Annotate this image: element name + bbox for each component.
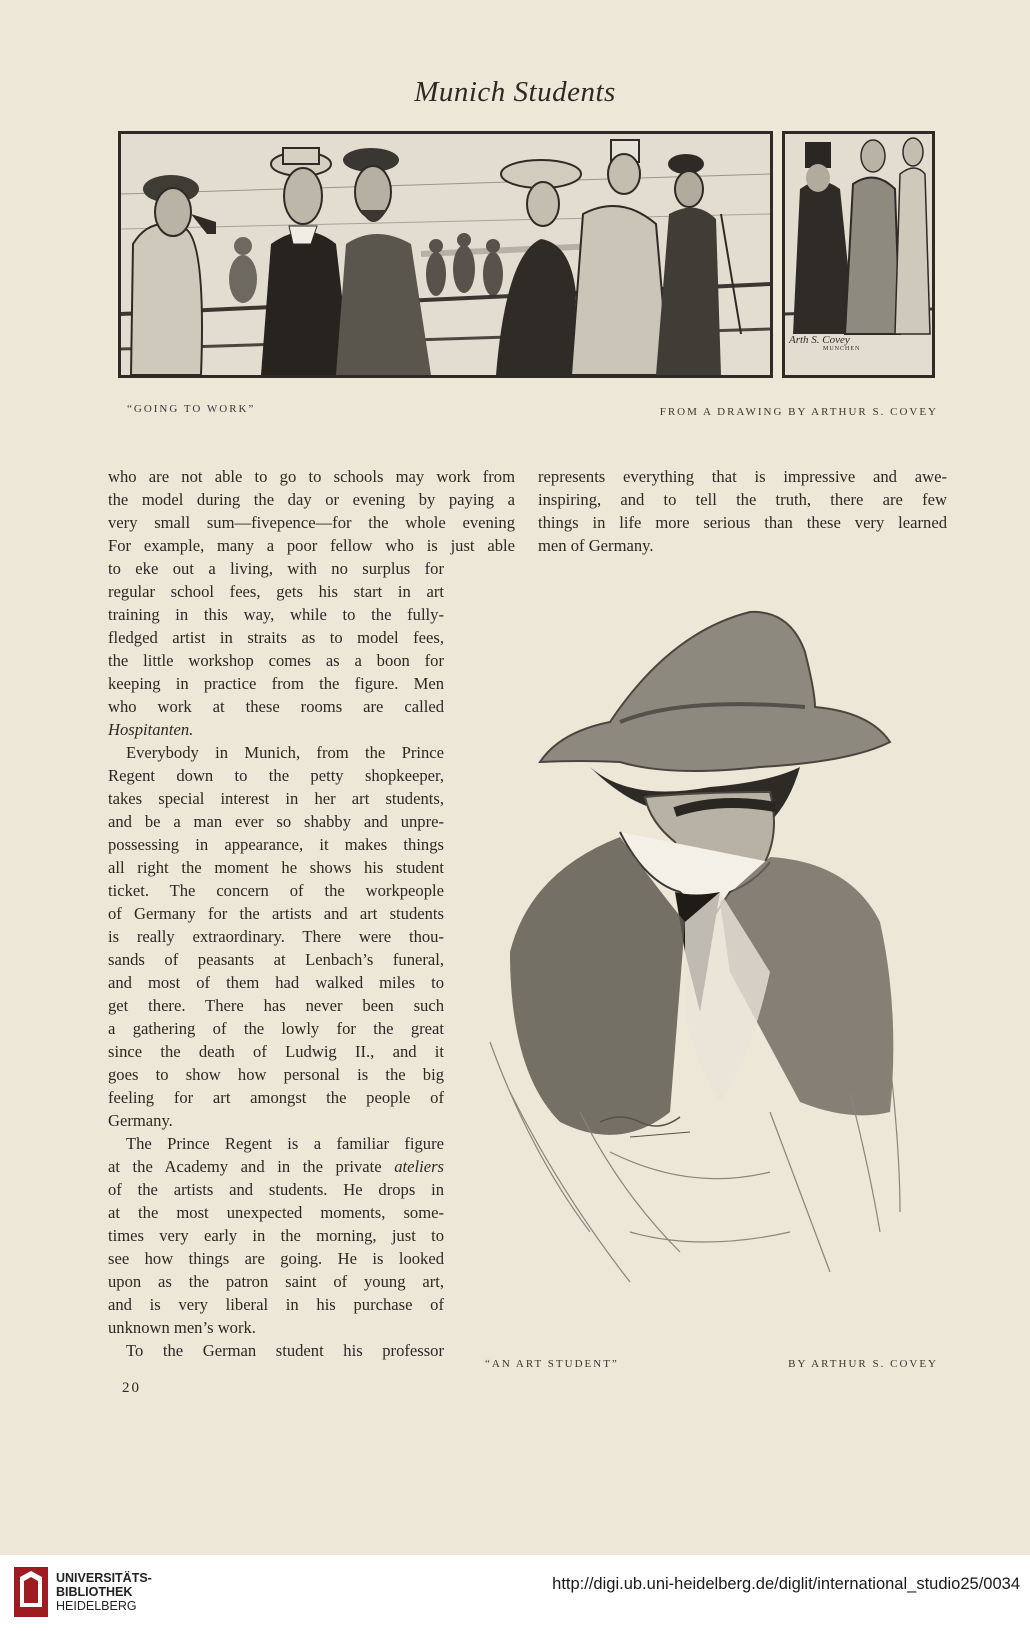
text-fragment: at the Academy and in the private: [108, 1157, 382, 1176]
text-line: training in this way, while to the fully-: [108, 605, 444, 624]
illustration-going-to-work-side-panel: [782, 131, 935, 378]
text-line: Everybody in Munich, from the Prince: [126, 743, 444, 762]
library-name: [56, 1571, 152, 1613]
library-name-line: UNIVERSITÄTS-: [56, 1571, 152, 1585]
italic-term: ateliers: [394, 1157, 444, 1176]
text-line: men of Germany.: [538, 536, 654, 555]
library-logo-icon: [14, 1567, 48, 1617]
illustration-going-to-work: [118, 131, 773, 378]
italic-term: Hospitanten.: [108, 720, 194, 739]
text-line: To the German student his professor: [126, 1341, 444, 1360]
text-line: fledged artist in straits as to model fees,: [108, 628, 444, 647]
library-name-line: BIBLIOTHEK: [56, 1585, 133, 1599]
text-line: very small sum—fivepence—for the whole evening: [108, 513, 515, 532]
text-line: is really extraordinary. There were thou-: [108, 927, 444, 946]
text-line: feeling for art amongst the people of: [108, 1088, 444, 1107]
caption-credit-portrait: BY ARTHUR S. COVEY: [788, 1358, 938, 1370]
text-line: sands of peasants at Lenbach’s funeral,: [108, 950, 444, 969]
text-line: all right the moment he shows his student: [108, 858, 444, 877]
left-column-text: [108, 465, 515, 557]
going-to-work-drawing: [121, 134, 770, 375]
text-line: times very early in the morning, just to: [108, 1226, 444, 1245]
caption-art-student: “AN ART STUDENT”: [485, 1358, 619, 1370]
text-line: who are not able to go to schools may work from: [108, 467, 515, 486]
text-line: to eke out a living, with no surplus for: [108, 559, 444, 578]
text-line: regular school fees, gets his start in art: [108, 582, 444, 601]
left-column-narrow-text: [108, 557, 444, 1362]
text-line: upon as the patron saint of young art,: [108, 1272, 444, 1291]
text-line: represents everything that is impressive and awe-: [538, 467, 947, 486]
right-column-text: [538, 465, 947, 557]
text-line: Regent down to the petty shopkeeper,: [108, 766, 444, 785]
text-line: get there. There has never been such: [108, 996, 444, 1015]
text-line: at the most unexpected moments, some-: [108, 1203, 444, 1222]
caption-credit-top: FROM A DRAWING BY ARTHUR S. COVEY: [659, 406, 938, 418]
text-line: the little workshop comes as a boon for: [108, 651, 444, 670]
text-line: of the artists and students. He drops in: [108, 1180, 444, 1199]
text-line: and most of them had walked miles to: [108, 973, 444, 992]
text-line: For example, many a poor fellow who is just able: [108, 536, 515, 555]
text-line: [108, 1155, 444, 1178]
text-line: possessing in appearance, it makes things: [108, 835, 444, 854]
text-line: and is very liberal in his purchase of: [108, 1295, 444, 1314]
art-student-drawing: [470, 592, 940, 1352]
caption-going-to-work: “GOING TO WORK”: [127, 403, 256, 415]
artist-signature: Arth S. Covey MUNCHEN: [789, 334, 861, 352]
text-line: who work at these rooms are called: [108, 697, 444, 716]
text-line: inspiring, and to tell the truth, there are few: [538, 490, 947, 509]
library-name-line: HEIDELBERG: [56, 1599, 137, 1613]
permalink-url[interactable]: http://digi.ub.uni-heidelberg.de/diglit/international_studio25/0034: [552, 1575, 1020, 1593]
text-line: keeping in practice from the figure. Men: [108, 674, 444, 693]
text-line: ticket. The concern of the workpeople: [108, 881, 444, 900]
text-line: [108, 718, 444, 741]
text-line: the model during the day or evening by paying a: [108, 490, 515, 509]
page-number: 20: [122, 1380, 141, 1396]
text-line: unknown men’s work.: [108, 1318, 256, 1337]
text-line: goes to show how personal is the big: [108, 1065, 444, 1084]
text-line: and be a man ever so shabby and unpre-: [108, 812, 444, 831]
text-line: of Germany for the artists and art students: [108, 904, 444, 923]
page-footer: [0, 1555, 1030, 1631]
running-head: Munich Students: [414, 76, 616, 108]
illustration-art-student: [470, 592, 940, 1352]
text-line: see how things are going. He is looked: [108, 1249, 444, 1268]
text-line: takes special interest in her art students,: [108, 789, 444, 808]
text-line: a gathering of the lowly for the great: [108, 1019, 444, 1038]
text-line: Germany.: [108, 1111, 173, 1130]
text-line: since the death of Ludwig II., and it: [108, 1042, 444, 1061]
text-line: The Prince Regent is a familiar figure: [126, 1134, 444, 1153]
text-line: things in life more serious than these very learned: [538, 513, 947, 532]
